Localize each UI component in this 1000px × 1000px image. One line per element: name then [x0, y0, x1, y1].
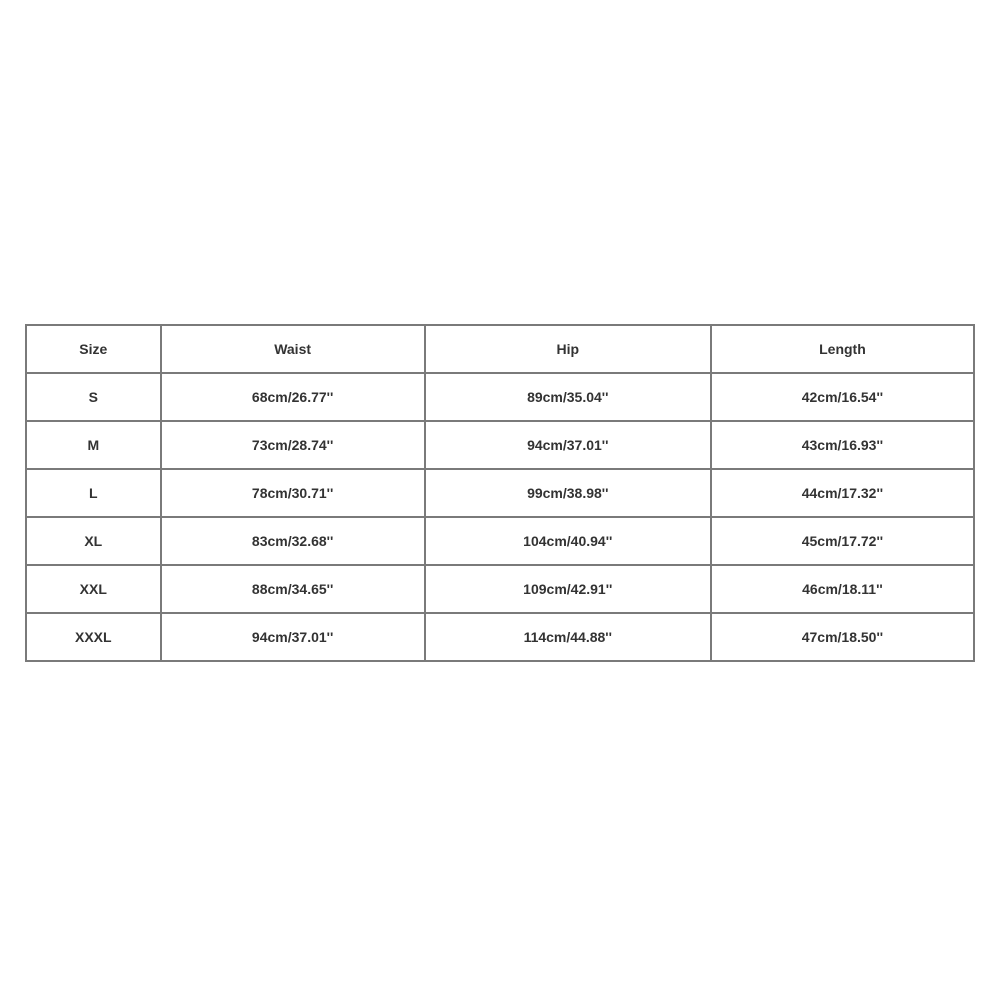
table-row	[26, 613, 974, 661]
cell-hip: 94cm/37.01''	[425, 421, 711, 469]
cell-waist: 94cm/37.01''	[161, 613, 425, 661]
cell-hip: 104cm/40.94''	[425, 517, 711, 565]
cell-length: 46cm/18.11''	[711, 565, 974, 613]
cell-hip: 99cm/38.98''	[425, 469, 711, 517]
cell-waist: 88cm/34.65''	[161, 565, 425, 613]
cell-waist: 78cm/30.71''	[161, 469, 425, 517]
cell-length: 42cm/16.54''	[711, 373, 974, 421]
cell-hip: 109cm/42.91''	[425, 565, 711, 613]
header-hip: Hip	[425, 325, 711, 373]
table-row	[26, 469, 974, 517]
table-row	[26, 421, 974, 469]
size-chart-table	[25, 324, 975, 662]
cell-length: 43cm/16.93''	[711, 421, 974, 469]
cell-waist: 83cm/32.68''	[161, 517, 425, 565]
cell-hip: 89cm/35.04''	[425, 373, 711, 421]
header-waist: Waist	[161, 325, 425, 373]
table-row	[26, 565, 974, 613]
cell-hip: 114cm/44.88''	[425, 613, 711, 661]
cell-size: M	[26, 421, 161, 469]
cell-waist: 73cm/28.74''	[161, 421, 425, 469]
cell-length: 47cm/18.50''	[711, 613, 974, 661]
cell-waist: 68cm/26.77''	[161, 373, 425, 421]
cell-size: XL	[26, 517, 161, 565]
header-length: Length	[711, 325, 974, 373]
cell-size: XXL	[26, 565, 161, 613]
cell-length: 45cm/17.72''	[711, 517, 974, 565]
cell-length: 44cm/17.32''	[711, 469, 974, 517]
table-row	[26, 517, 974, 565]
header-size: Size	[26, 325, 161, 373]
cell-size: L	[26, 469, 161, 517]
table-row	[26, 373, 974, 421]
table-header-row	[26, 325, 974, 373]
cell-size: S	[26, 373, 161, 421]
cell-size: XXXL	[26, 613, 161, 661]
